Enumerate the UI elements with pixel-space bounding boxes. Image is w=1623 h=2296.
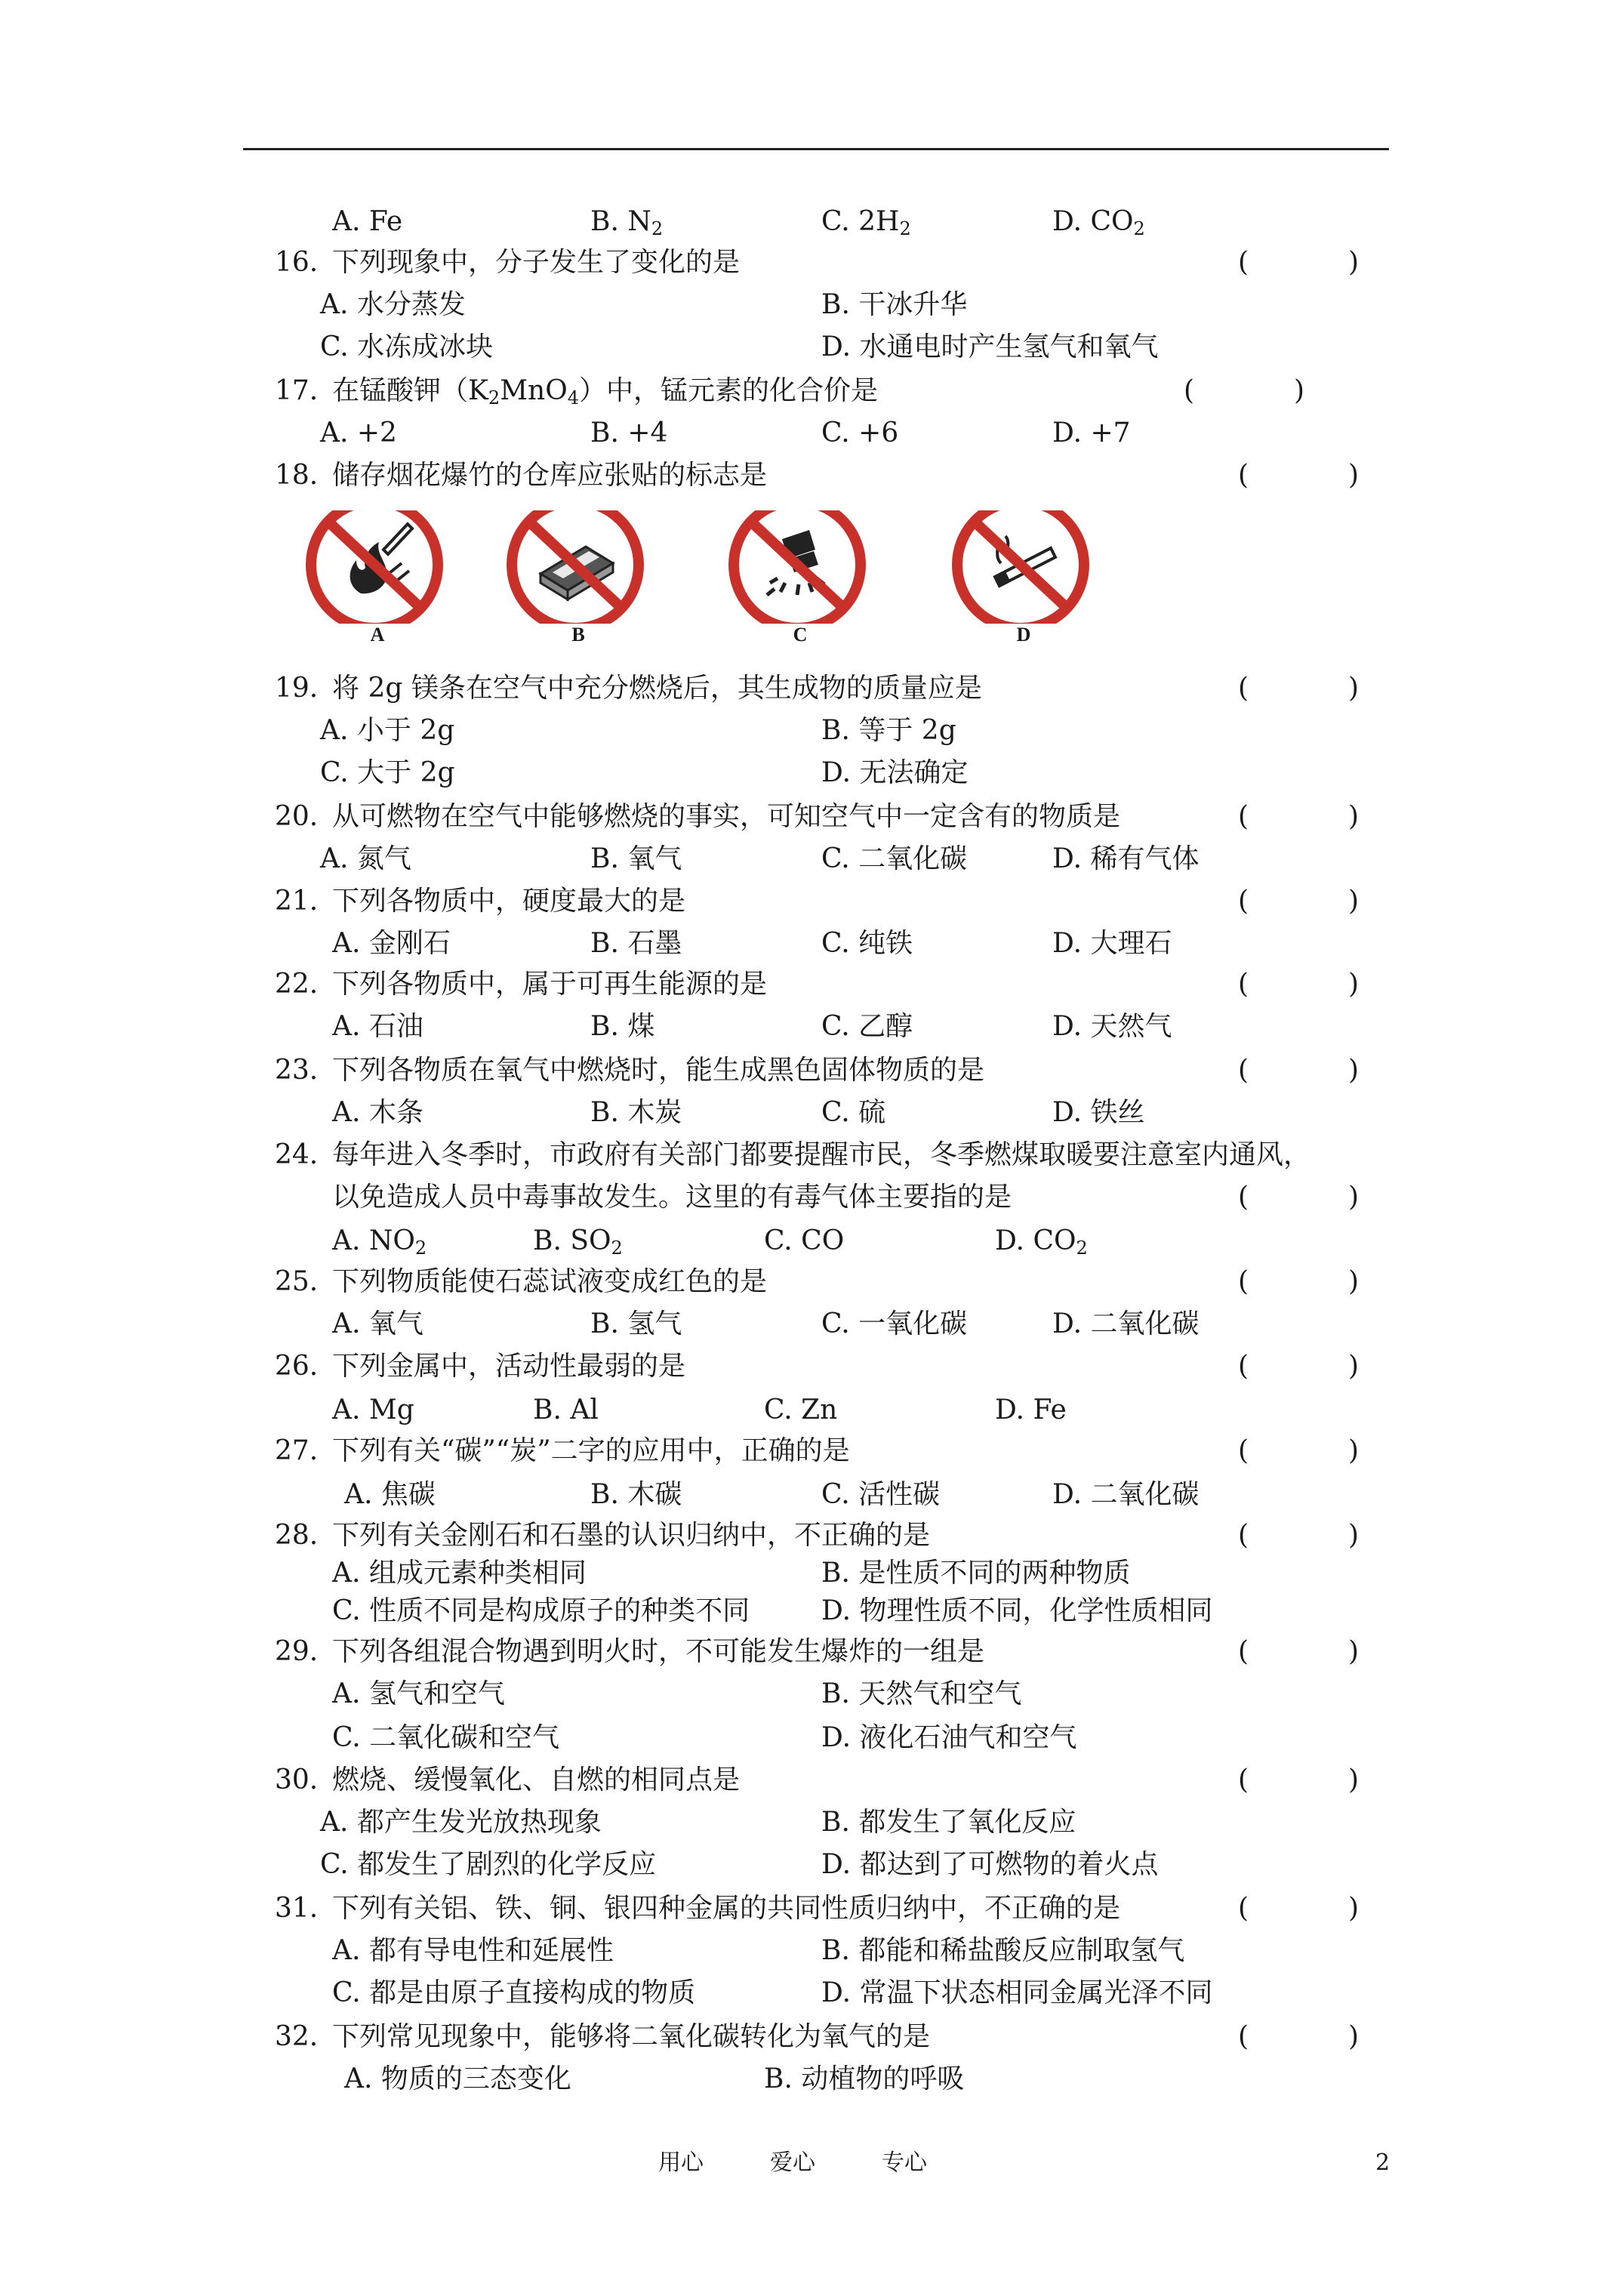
q22-option-d: D. 天然气 (1052, 1011, 1172, 1042)
q20-option-c: C. 二氧化碳 (821, 843, 968, 874)
q28-option-c: C. 性质不同是构成原子的种类不同 (332, 1595, 750, 1626)
question-number: 25. (275, 1266, 319, 1297)
q27-option-a: A. 焦碳 (344, 1479, 436, 1510)
q26-option-a: A. Mg (332, 1395, 414, 1425)
q19-option-a: A. 小于 2g (320, 715, 455, 746)
q24-option-c: C. CO (764, 1225, 845, 1256)
question-text: 将 2g 镁条在空气中充分燃烧后，其生成物的质量应是 (332, 673, 982, 704)
answer-parentheses: ( ) (1238, 1893, 1359, 1924)
answer-parentheses: ( ) (1238, 247, 1359, 278)
q22-option-c: C. 乙醇 (821, 1011, 913, 1042)
sign-label: C (793, 624, 808, 646)
question-text: 每年进入冬季时，市政府有关部门都要提醒市民，冬季燃煤取暖要注意室内通风， (332, 1139, 1311, 1170)
footer-word-1: 用心 (658, 2150, 704, 2176)
q30-option-a: A. 都产生发光放热现象 (320, 1807, 602, 1838)
question-text: 储存烟花爆竹的仓库应张贴的标志是 (332, 460, 768, 491)
question-number: 17. (275, 375, 319, 406)
q16-option-b: B. 干冰升华 (821, 289, 968, 320)
q32-option-a: A. 物质的三态变化 (344, 2063, 571, 2094)
sign-label: D (1016, 624, 1031, 646)
q17-option-b: B. +4 (590, 418, 668, 448)
q19-option-d: D. 无法确定 (821, 757, 969, 788)
question-number: 18. (275, 460, 319, 491)
q15-option-a: A. Fe (332, 206, 403, 237)
question-text: 下列各物质在氧气中燃烧时，能生成黑色固体物质的是 (332, 1055, 985, 1086)
sign-d (948, 510, 1099, 654)
question-text: 从可燃物在空气中能够燃烧的事实，可知空气中一定含有的物质是 (332, 801, 1121, 832)
q32-option-b: B. 动植物的呼吸 (764, 2063, 965, 2094)
q20-option-b: B. 氧气 (590, 843, 682, 874)
q21-option-a: A. 金刚石 (332, 928, 451, 959)
question-text: 燃烧、缓慢氧化、自燃的相同点是 (332, 1764, 741, 1795)
question-text: 下列物质能使石蕊试液变成红色的是 (332, 1266, 768, 1297)
q28-option-d: D. 物理性质不同，化学性质相同 (821, 1595, 1213, 1626)
q15-option-d: D. $CO_2$ (1052, 206, 1145, 239)
q31-option-a: A. 都有导电性和延展性 (332, 1935, 614, 1966)
question-number: 26. (275, 1351, 319, 1382)
sign-c (725, 510, 876, 654)
q23-option-a: A. 木条 (332, 1097, 423, 1128)
page-number: 2 (1375, 2150, 1390, 2176)
no-smoking-sign-icon (948, 510, 1099, 624)
q23-option-b: B. 木炭 (590, 1097, 682, 1128)
q17-option-a: A. +2 (320, 418, 397, 448)
question-number: 27. (275, 1435, 319, 1466)
q24-option-b: B. $SO_2$ (533, 1225, 623, 1259)
question-text: 下列有关铝、铁、铜、银四种金属的共同性质归纳中，不正确的是 (332, 1893, 1121, 1924)
question-text: 下列各物质中，硬度最大的是 (332, 886, 686, 917)
question-text: 下列各组混合物遇到明火时，不可能发生爆炸的一组是 (332, 1636, 985, 1667)
q26-option-c: C. Zn (764, 1395, 838, 1425)
q21-option-c: C. 纯铁 (821, 928, 913, 959)
answer-parentheses: ( ) (1238, 801, 1359, 832)
q26-option-d: D. Fe (995, 1395, 1067, 1425)
question-text: 下列各物质中，属于可再生能源的是 (332, 969, 768, 1000)
question-number: 31. (275, 1893, 319, 1924)
q25-option-d: D. 二氧化碳 (1052, 1308, 1200, 1339)
question-number: 16. (275, 247, 319, 278)
q25-option-b: B. 氢气 (590, 1308, 682, 1339)
question-number: 24. (275, 1139, 319, 1170)
q29-option-b: B. 天然气和空气 (821, 1678, 1022, 1709)
question-text: 下列现象中，分子发生了变化的是 (332, 247, 741, 278)
q30-option-c: C. 都发生了剧烈的化学反应 (320, 1849, 657, 1880)
q17-option-d: D. +7 (1052, 418, 1131, 448)
question-number: 29. (275, 1636, 319, 1667)
answer-parentheses: ( ) (1238, 1764, 1359, 1795)
q22-option-a: A. 石油 (332, 1011, 423, 1042)
answer-parentheses: ( ) (1238, 1435, 1359, 1466)
q31-option-d: D. 常温下状态相同金属光泽不同 (821, 1977, 1213, 2008)
safety-signs (302, 510, 1117, 654)
question-number: 32. (275, 2021, 319, 2052)
q19-option-b: B. 等于 2g (821, 715, 956, 746)
question-text: 下列有关金刚石和石墨的认识归纳中，不正确的是 (332, 1520, 931, 1551)
q15-option-b: B. $N_2$ (590, 206, 664, 239)
question-number: 28. (275, 1520, 319, 1551)
q28-option-a: A. 组成元素种类相同 (332, 1558, 587, 1589)
q25-option-c: C. 一氧化碳 (821, 1308, 968, 1339)
answer-parentheses: ( ) (1238, 2021, 1359, 2052)
no-fireworks-sign-icon (725, 510, 876, 624)
q21-option-b: B. 石墨 (590, 928, 682, 959)
q16-option-d: D. 水通电时产生氢气和氧气 (821, 331, 1159, 362)
q17-option-c: C. +6 (821, 418, 899, 448)
q26-option-b: B. Al (533, 1395, 599, 1425)
answer-parentheses: ( ) (1238, 1055, 1359, 1086)
sign-a (302, 510, 453, 654)
q20-option-d: D. 稀有气体 (1052, 843, 1200, 874)
question-number: 21. (275, 886, 319, 917)
answer-parentheses: ( ) (1238, 1182, 1359, 1213)
question-text: 下列金属中，活动性最弱的是 (332, 1351, 686, 1382)
question-text: 下列有关“碳”“炭”二字的应用中，正确的是 (332, 1435, 850, 1466)
answer-parentheses: ( ) (1238, 969, 1359, 1000)
footer-word-3: 专心 (882, 2150, 927, 2176)
q16-option-a: A. 水分蒸发 (320, 289, 466, 320)
q23-option-c: C. 硫 (821, 1097, 886, 1128)
sign-b (503, 510, 654, 654)
question-number: 19. (275, 673, 319, 704)
q24-option-d: D. $CO_2$ (995, 1225, 1088, 1259)
sign-label: B (571, 624, 585, 646)
q29-option-a: A. 氢气和空气 (332, 1678, 505, 1709)
q20-option-a: A. 氮气 (320, 843, 411, 874)
answer-parentheses: ( ) (1184, 375, 1304, 406)
question-text: 下列常见现象中，能够将二氧化碳转化为氧气的是 (332, 2021, 931, 2052)
question-text: 以免造成人员中毒事故发生。这里的有毒气体主要指的是 (332, 1182, 1012, 1213)
answer-parentheses: ( ) (1238, 886, 1359, 917)
q25-option-a: A. 氧气 (332, 1308, 423, 1339)
q31-option-c: C. 都是由原子直接构成的物质 (332, 1977, 696, 2008)
no-matches-sign-icon (503, 510, 654, 624)
q23-option-d: D. 铁丝 (1052, 1097, 1145, 1128)
q21-option-d: D. 大理石 (1052, 928, 1172, 959)
no-fire-sign-icon (302, 510, 453, 624)
q27-option-c: C. 活性碳 (821, 1479, 941, 1510)
answer-parentheses: ( ) (1238, 1266, 1359, 1297)
header-rule (243, 148, 1389, 150)
question-text: 在锰酸钾$(K_2MnO_4)$中，锰元素的化合价是 (332, 375, 879, 408)
answer-parentheses: ( ) (1238, 1351, 1359, 1382)
q31-option-b: B. 都能和稀盐酸反应制取氢气 (821, 1935, 1185, 1966)
q27-option-b: B. 木碳 (590, 1479, 682, 1510)
q28-option-b: B. 是性质不同的两种物质 (821, 1558, 1131, 1589)
q16-option-c: C. 水冻成冰块 (320, 331, 494, 362)
q30-option-d: D. 都达到了可燃物的着火点 (821, 1849, 1159, 1880)
q29-option-c: C. 二氧化碳和空气 (332, 1722, 560, 1753)
q22-option-b: B. 煤 (590, 1011, 655, 1042)
q24-option-a: A. $NO_2$ (332, 1225, 427, 1259)
q30-option-b: B. 都发生了氧化反应 (821, 1807, 1076, 1838)
answer-parentheses: ( ) (1238, 1636, 1359, 1667)
question-number: 22. (275, 969, 319, 1000)
question-number: 30. (275, 1764, 319, 1795)
q29-option-d: D. 液化石油气和空气 (821, 1722, 1077, 1753)
answer-parentheses: ( ) (1238, 460, 1359, 491)
question-number: 20. (275, 801, 319, 832)
q15-option-c: C. $2H_2$ (821, 206, 911, 239)
q27-option-d: D. 二氧化碳 (1052, 1479, 1200, 1510)
answer-parentheses: ( ) (1238, 1520, 1359, 1551)
footer-word-2: 爱心 (770, 2150, 815, 2176)
q19-option-c: C. 大于 2g (320, 757, 455, 788)
sign-label: A (370, 624, 385, 646)
question-number: 23. (275, 1055, 319, 1086)
answer-parentheses: ( ) (1238, 673, 1359, 704)
